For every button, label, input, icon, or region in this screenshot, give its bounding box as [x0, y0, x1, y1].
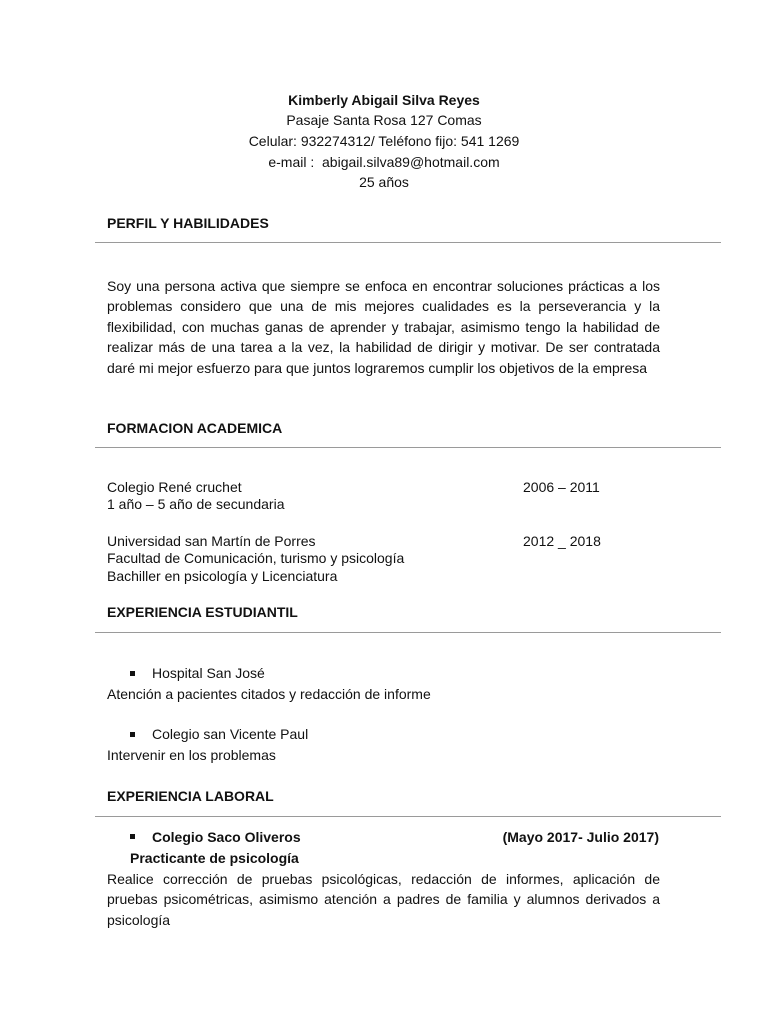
education-detail: Bachiller en psicología y Licenciatura: [107, 568, 338, 584]
email[interactable]: e-mail : abigail.silva89@hotmail.com: [268, 154, 500, 170]
education-institution: Colegio René cruchet: [107, 479, 242, 495]
education-institution: Universidad san Martín de Porres: [107, 533, 316, 549]
student-experience-desc: Atención a pacientes citados y redacción de informe: [107, 686, 431, 702]
age: 25 años: [359, 174, 409, 190]
job-period: (Mayo 2017- Julio 2017): [502, 829, 659, 845]
section-title-formacion: FORMACION ACADEMICA: [107, 420, 283, 436]
education-detail: Facultad de Comunicación, turismo y psicología: [107, 550, 405, 566]
candidate-name: Kimberly Abigail Silva Reyes: [288, 92, 480, 108]
education-years: 2006 – 2011: [523, 479, 600, 495]
divider: [95, 447, 721, 448]
section-title-estudiantil: EXPERIENCIA ESTUDIANTIL: [107, 604, 298, 620]
student-experience-place: Colegio san Vicente Paul: [152, 726, 309, 742]
job-desc: Realice corrección de pruebas psicológicas, redacción de informes, aplicación de pruebas psicométricas, asimismo atención a padres de familia y alumnos derivados a psicología: [107, 871, 660, 928]
bullet-icon: [130, 671, 135, 676]
job-role: Practicante de psicología: [130, 850, 299, 866]
section-title-laboral: EXPERIENCIA LABORAL: [107, 788, 274, 804]
address: Pasaje Santa Rosa 127 Comas: [286, 112, 482, 128]
job-place: Colegio Saco Oliveros: [152, 829, 301, 845]
phones: Celular: 932274312/ Teléfono fijo: 541 1269: [248, 133, 520, 149]
bullet-icon: [130, 834, 135, 839]
education-detail: 1 año – 5 año de secundaria: [107, 496, 285, 512]
divider: [95, 632, 721, 633]
divider: [95, 816, 721, 817]
section-title-perfil: PERFIL Y HABILIDADES: [107, 215, 269, 231]
divider: [95, 242, 721, 243]
education-years: 2012 _ 2018: [523, 533, 601, 549]
student-experience-desc: Intervenir en los problemas: [107, 747, 276, 763]
bullet-icon: [130, 732, 135, 737]
student-experience-place: Hospital San José: [152, 665, 265, 681]
perfil-text: Soy una persona activa que siempre se enfoca en encontrar soluciones prácticas a los problemas considero que una de mis mejores cualidades es la perseverancia y la flexibilidad, con muchas ganas de aprender y trabajar, asimismo tengo la habilidad de realizar más de una tarea a la vez, la habilidad de dirigir y motivar. De ser contratada daré mi mejor esfuerzo para que juntos lograremos cumplir los objetivos de la empresa: [107, 278, 660, 376]
